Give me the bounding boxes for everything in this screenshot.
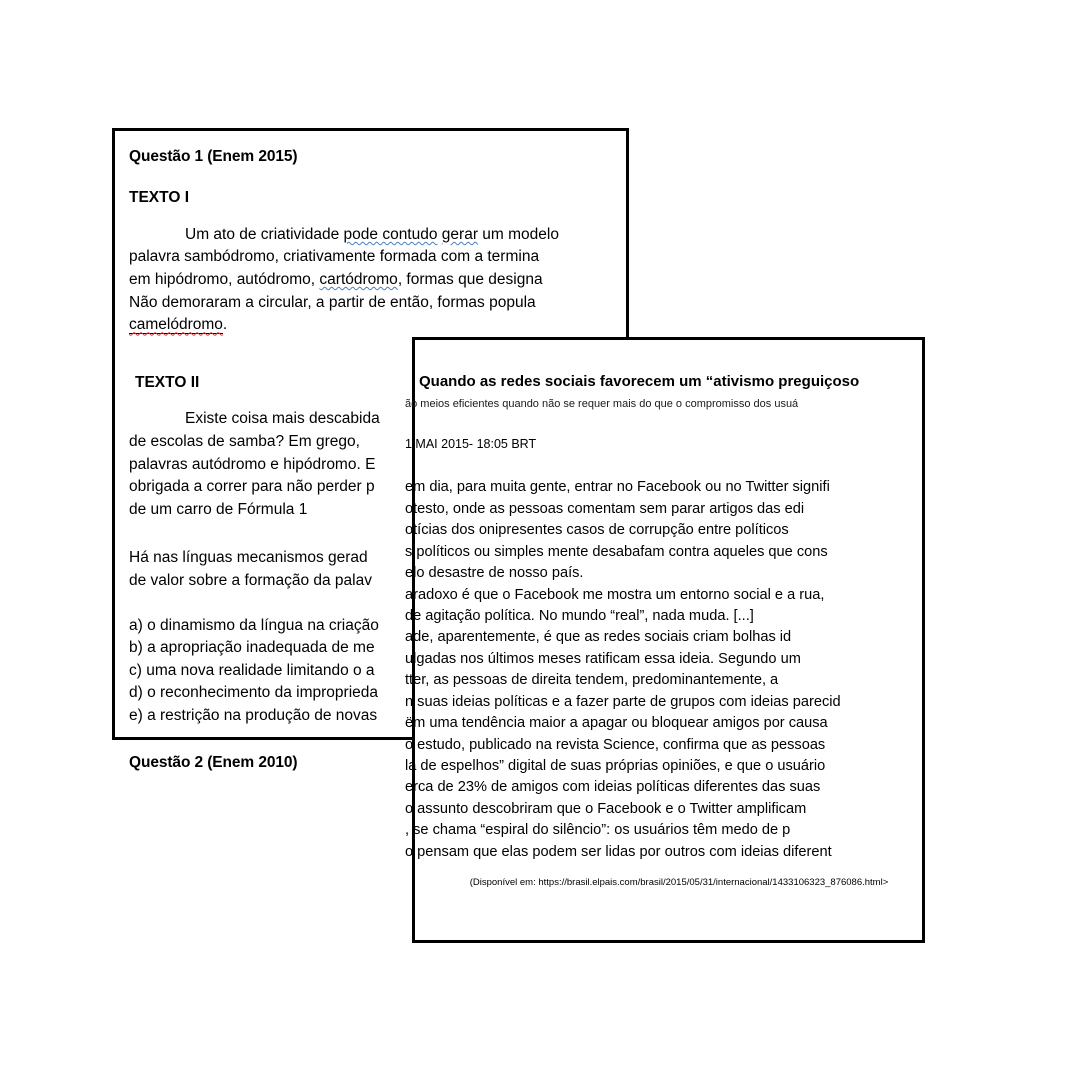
- article-paragraph-line: tter, as pessoas de direita tendem, predominantemente, a: [405, 672, 779, 689]
- option-e[interactable]: e) a restrição na produção de novas: [129, 706, 378, 724]
- article-paragraph-line: ulgadas nos últimos meses ratificam essa ideia. Segundo um: [405, 650, 801, 667]
- option-c[interactable]: c) uma nova realidade limitando o a: [129, 661, 375, 679]
- grammar-underline-cartodromo: cartódromo: [319, 271, 398, 288]
- article-paragraph-line: , se chama “espiral do silêncio”: os usuários têm medo de p: [405, 822, 791, 839]
- article-paragraph-line: elo desastre de nosso país.: [405, 565, 584, 582]
- texto-1-line-4: Não demoraram a circular, a partir de então, formas popula: [129, 293, 536, 311]
- option-a[interactable]: a) o dinamismo da língua na criação: [129, 616, 379, 634]
- article-source-citation: (Disponível em: https://brasil.elpais.com/brasil/2015/05/31/internacional/1433106323_876086.html>: [469, 877, 889, 889]
- question-2-heading: Questão 2 (Enem 2010): [129, 753, 298, 771]
- texto-2-line-5: de um carro de Fórmula 1: [129, 500, 308, 518]
- article-paragraph-line: aradoxo é que o Facebook me mostra um entorno social e a rua,: [405, 586, 825, 603]
- article-paragraph-line: o estudo, publicado na revista Science, confirma que as pessoas: [405, 736, 826, 753]
- texto-2-line-4: obrigada a correr para não perder p: [129, 478, 375, 496]
- article-title: Quando as redes sociais favorecem um “ativismo preguiçoso: [419, 373, 860, 390]
- article-paragraph-line: o pensam que elas podem ser lidas por outros com ideias diferent: [405, 843, 832, 860]
- grammar-underline-gerar: gerar: [441, 225, 478, 243]
- texto-2-line-3: palavras autódromo e hipódromo. E: [129, 455, 376, 473]
- article-paragraph-line: ëm uma tendência maior a apagar ou bloquear amigos por causa: [405, 715, 828, 732]
- article-date: 1 MAI 2015- 18:05 BRT: [405, 437, 537, 452]
- texto-1-seg-a: Um ato de criatividade: [185, 225, 344, 243]
- texto-2-line-1: Existe coisa mais descabida: [185, 410, 380, 428]
- texto-1-label: TEXTO I: [129, 189, 190, 207]
- option-b[interactable]: b) a apropriação inadequada de me: [129, 639, 375, 657]
- article-paragraph-line: ade, aparentemente, é que as redes sociais criam bolhas id: [405, 629, 792, 646]
- question-1-heading: Questão 1 (Enem 2015): [129, 148, 298, 165]
- article-body: [405, 477, 950, 863]
- question-1-lead-line-2: de valor sobre a formação da palav: [129, 572, 372, 589]
- texto-2-line-2: de escolas de samba? Em grego,: [129, 432, 360, 450]
- question-1-lead-line-1: Há nas línguas mecanismos gerad: [129, 549, 368, 567]
- article-paragraph-line: n suas ideias políticas e a fazer parte de grupos com ideias parecid: [405, 693, 841, 710]
- texto-1-line-3a: em hipódromo, autódromo,: [129, 271, 320, 288]
- article-paragraph-line: la de espelhos” digital de suas próprias opiniões, e que o usuário: [405, 758, 826, 775]
- texto-1-paragraph: [129, 224, 632, 337]
- article-paragraph-line: o assunto descobriram que o Facebook e o Twitter amplificam: [405, 800, 807, 817]
- texto-1-seg-c: um modelo: [477, 225, 559, 243]
- texto-1-line-3b: , formas que designa: [397, 271, 543, 288]
- grammar-underline-pode-contudo: pode contudo: [343, 225, 438, 243]
- article-paragraph-line: erca de 23% de amigos com ideias políticas diferentes das suas: [405, 779, 821, 796]
- spell-underline-camelodromo: camelódromo: [129, 316, 223, 334]
- article-paragraph-line: s políticos ou simples mente desabafam contra aqueles que cons: [405, 543, 828, 560]
- texto-1-line-2: palavra sambódromo, criativamente formada com a termina: [129, 248, 540, 266]
- texto-1-line-5-end: .: [222, 316, 228, 334]
- article-document-content: [405, 350, 950, 888]
- article-paragraph-line: em dia, para muita gente, entrar no Facebook ou no Twitter signifi: [405, 479, 830, 496]
- article-document[interactable]: [405, 337, 925, 943]
- article-paragraph-line: otesto, onde as pessoas comentam sem parar artigos das edi: [405, 500, 805, 517]
- article-standfirst: ão meios eficientes quando não se requer mais do que o compromisso dos usuá: [405, 397, 799, 410]
- article-paragraph-line: otícias dos onipresentes casos de corrupção entre políticos: [405, 522, 789, 539]
- texto-2-label: TEXTO II: [135, 373, 200, 391]
- article-paragraph-line: de agitação política. No mundo “real”, nada muda. [...]: [405, 607, 754, 624]
- option-d[interactable]: d) o reconhecimento da improprieda: [129, 684, 378, 702]
